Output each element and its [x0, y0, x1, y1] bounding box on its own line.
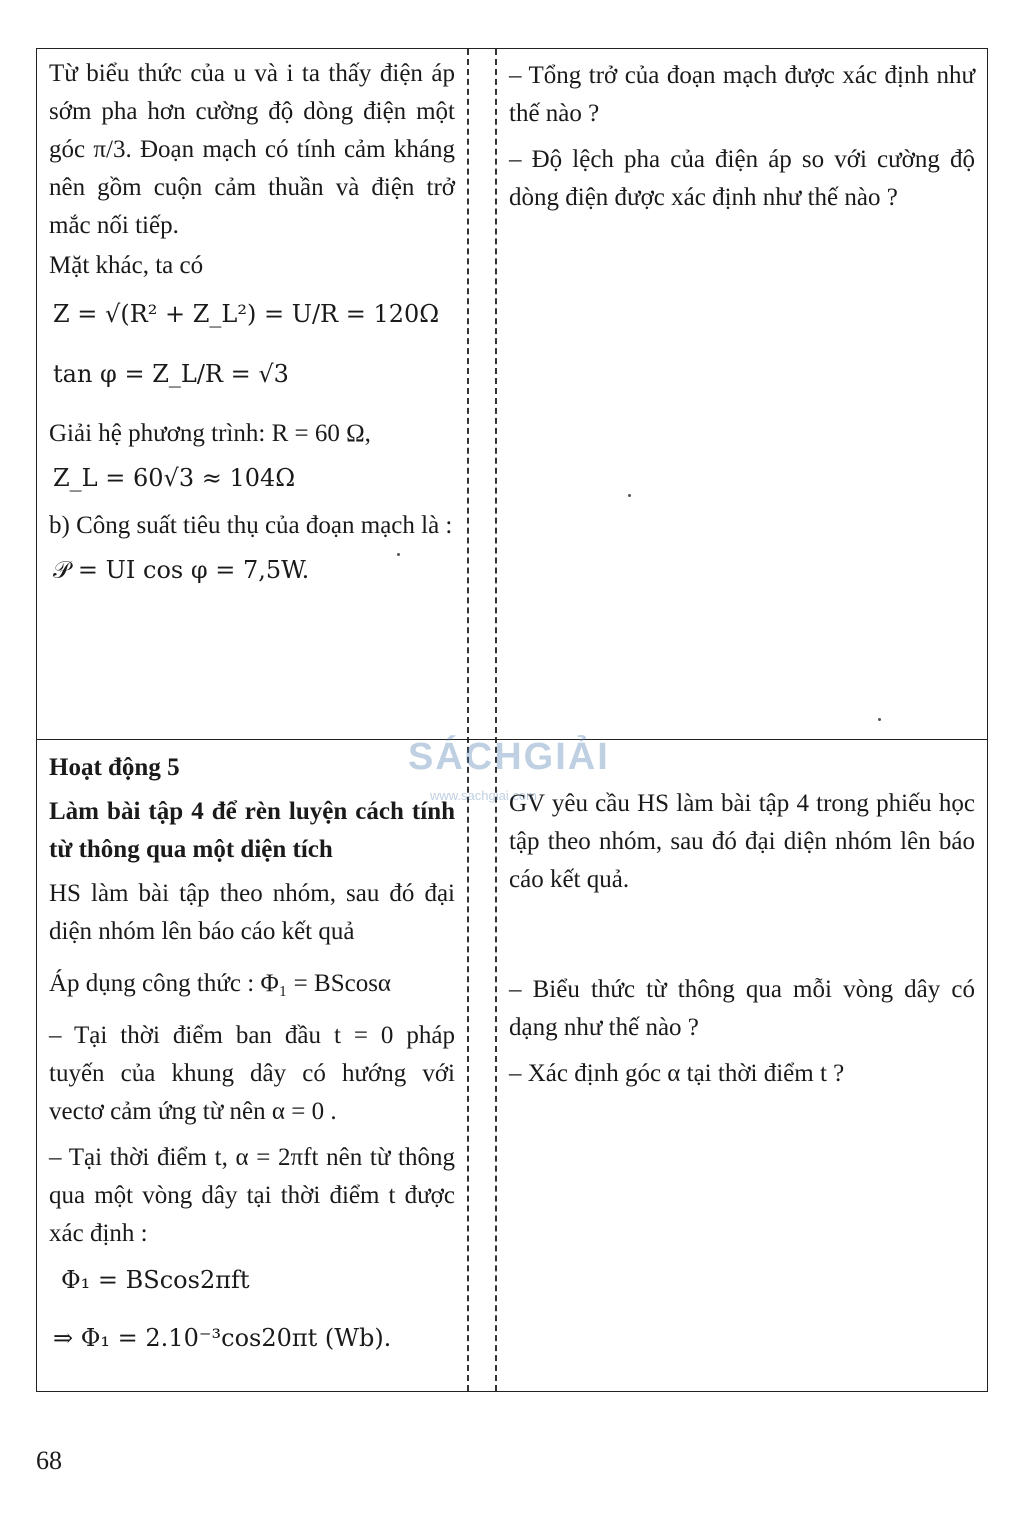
- row1-left-paragraph-3: Giải hệ phương trình: R = 60 Ω,: [49, 420, 371, 447]
- row2-left-paragraph-2: Áp dụng công thức : Φ₁ = BScosα: [49, 970, 392, 997]
- row1-left-paragraph-4: b) Công suất tiêu thụ của đoạn mạch là :: [49, 512, 453, 539]
- watermark-url: www.sachgiai.com: [430, 788, 537, 803]
- row1-left-cell: [49, 55, 455, 595]
- row2-left-cell: [49, 749, 455, 1363]
- page-number: 68: [36, 1446, 62, 1475]
- speck-mark: [628, 494, 631, 497]
- row2-left-paragraph-1: HS làm bài tập theo nhóm, sau đó đại diện nhóm lên báo cáo kết quả: [49, 880, 455, 945]
- row2-right-question-2: – Xác định góc α tại thời điểm t ?: [509, 1060, 845, 1087]
- flux-result-equation: ⇒ Φ₁ = 2.10⁻³cos20πt (Wb).: [53, 1324, 392, 1352]
- row1-left-paragraph-1: Từ biểu thức của u và i ta thấy điện áp sớm pha hơn cường độ dòng điện một góc π/3. Đoạn mạch có tính cảm kháng nên gồm cuộn cảm thuần và điện trở mắc nối tiếp.: [49, 60, 455, 239]
- tan-phi-equation: tan φ = Z_L/R = √3: [53, 360, 289, 388]
- column-divider-right: [495, 49, 497, 1391]
- row2-right-cell: [509, 785, 975, 1093]
- watermark-text: SÁCHGIẢI: [408, 736, 610, 778]
- row2-left-paragraph-3: – Tại thời điểm ban đầu t = 0 pháp tuyến của khung dây có hướng với vectơ cảm ứng từ nên α = 0 .: [49, 1022, 455, 1125]
- speck-mark: [878, 718, 881, 721]
- power-equation: 𝒫 = UI cos φ = 7,5W.: [53, 556, 310, 584]
- row2-right-paragraph-1: GV yêu cầu HS làm bài tập 4 trong phiếu học tập theo nhóm, sau đó đại diện nhóm lên báo cáo kết quả.: [509, 790, 975, 893]
- zl-equation: Z_L = 60√3 ≈ 104Ω: [53, 464, 296, 492]
- row1-right-question-2: – Độ lệch pha của điện áp so với cường độ dòng điện được xác định như thế nào ?: [509, 146, 975, 211]
- speck-mark: [397, 553, 400, 556]
- activity-subheading: Làm bài tập 4 để rèn luyện cách tính từ thông qua một diện tích: [49, 798, 455, 863]
- watermark-logo: [408, 722, 628, 802]
- row1-left-paragraph-2: Mặt khác, ta có: [49, 252, 204, 279]
- row1-right-cell: [509, 57, 975, 217]
- impedance-equation: Z = √(R² + Z_L²) = U/R = 120Ω: [53, 300, 440, 328]
- flux-equation: Φ₁ = BScos2πft: [61, 1266, 250, 1294]
- row1-right-question-1: – Tổng trở của đoạn mạch được xác định như thế nào ?: [509, 62, 975, 127]
- row2-left-paragraph-4: – Tại thời điểm t, α = 2πft nên từ thông qua một vòng dây tại thời điểm t được xác định :: [49, 1144, 455, 1247]
- activity-heading: Hoạt động 5: [49, 754, 180, 781]
- lesson-table: [36, 48, 988, 1392]
- column-divider-left: [467, 49, 469, 1391]
- row2-right-question-1: – Biểu thức từ thông qua mỗi vòng dây có dạng như thế nào ?: [509, 976, 975, 1041]
